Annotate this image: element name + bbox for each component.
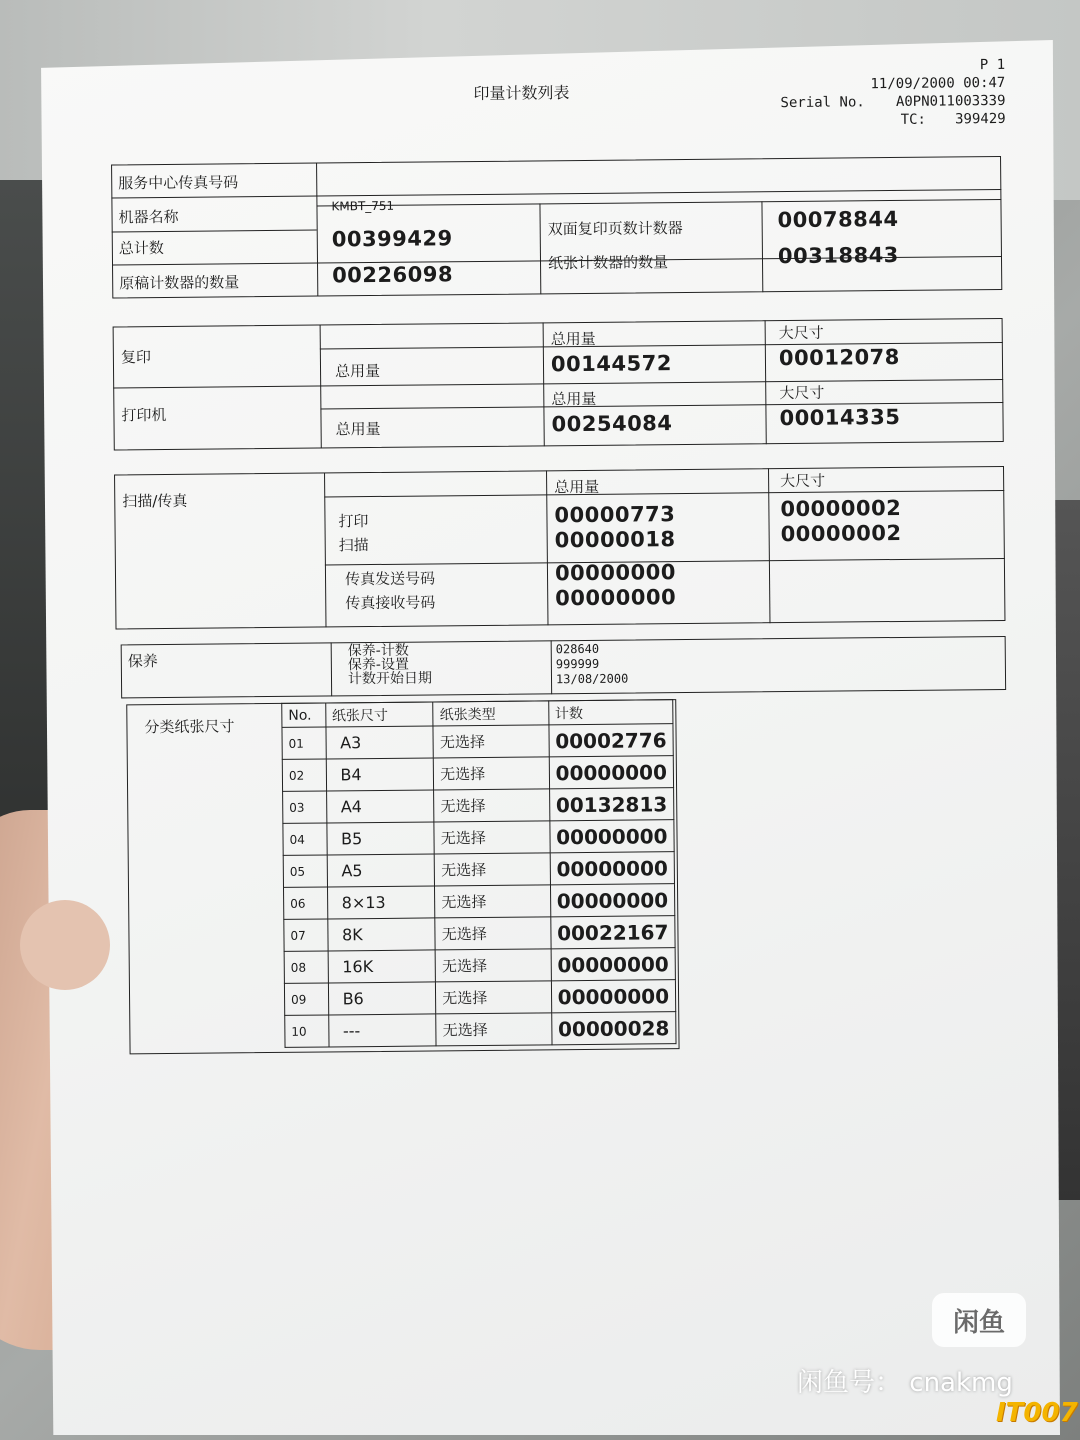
row-paper-type: 无选择: [434, 821, 550, 854]
row-count: 00000000: [551, 948, 676, 981]
page-number: P 1: [979, 56, 1006, 74]
maintenance-label: 保养: [127, 652, 158, 671]
maintenance-count-label: 保养-计数: [347, 642, 409, 660]
paper-counter-label: 纸张计数器的数量: [547, 253, 669, 273]
print-total-value: 00000773: [554, 502, 676, 528]
row-count: 00000000: [550, 884, 675, 917]
row-no: 03: [283, 791, 327, 823]
fax-send-value: 00000000: [554, 560, 677, 586]
it007-logo: IT007: [996, 1398, 1078, 1428]
machine-name-label: 机器名称: [118, 207, 179, 227]
table-row: [285, 1012, 676, 1048]
duplex-counter-label: 双面复印页数计数器: [547, 219, 683, 239]
row-paper-type: 无选择: [435, 949, 551, 982]
paper-size-table: [281, 699, 676, 1048]
report-title: 印量计数列表: [473, 83, 570, 104]
fax-send-label: 传真发送号码: [344, 569, 436, 589]
table-row: [284, 980, 675, 1016]
total-count-value: 00399429: [331, 226, 453, 252]
service-fax-label: 服务中心传真号码: [118, 173, 239, 193]
row-paper-type: 无选择: [436, 1013, 552, 1046]
tc-value: 399429: [955, 110, 1006, 128]
row-count: 00002776: [549, 724, 674, 757]
row-paper-size: A4: [326, 790, 434, 823]
copy-total-header: 总用量: [550, 329, 596, 349]
row-count: 00022167: [550, 916, 675, 949]
printer-large-value: 00014335: [779, 404, 901, 431]
count-start-date-value: 13/08/2000: [555, 671, 629, 687]
maintenance-setting-value: 999999: [555, 656, 600, 672]
total-count-label: 总计数: [118, 239, 164, 258]
count-start-date-label: 计数开始日期: [347, 670, 433, 688]
row-paper-size: B5: [326, 822, 434, 855]
row-paper-type: 无选择: [435, 885, 551, 918]
row-paper-size: ---: [328, 1014, 436, 1047]
row-no: 06: [284, 887, 328, 919]
report-datetime: 11/09/2000 00:47: [870, 74, 1006, 93]
print-large-value: 00000002: [780, 495, 902, 522]
table-row: [284, 948, 675, 984]
header-count: 计数: [548, 700, 673, 725]
row-no: 10: [285, 1015, 329, 1047]
table-row: [283, 788, 674, 824]
row-count: 00000000: [550, 820, 675, 853]
copy-row-label: 总用量: [334, 361, 381, 381]
copy-large-value: 00012078: [778, 344, 900, 371]
row-paper-type: 无选择: [436, 981, 552, 1014]
xianyu-logo: 闲鱼: [932, 1293, 1026, 1347]
row-no: 05: [283, 855, 327, 887]
row-paper-type: 无选择: [434, 853, 550, 886]
row-paper-size: A3: [326, 726, 434, 759]
table-row: [283, 820, 674, 856]
row-count: 00000028: [551, 1012, 676, 1045]
printer-row-label: 总用量: [335, 419, 381, 439]
scan-large-value: 00000002: [780, 520, 902, 547]
copy-total-value: 00144572: [550, 351, 673, 377]
row-count: 00000000: [551, 980, 676, 1013]
row-paper-type: 无选择: [434, 789, 550, 822]
scan-fax-label: 扫描/传真: [122, 491, 188, 511]
row-count: 00000000: [550, 852, 675, 885]
row-paper-size: B4: [326, 758, 434, 791]
scan-total-value: 00000018: [554, 527, 676, 553]
row-paper-type: 无选择: [435, 917, 551, 950]
table-row: [282, 724, 673, 760]
header-paper-type: 纸张类型: [433, 701, 549, 726]
row-paper-size: A5: [327, 854, 435, 887]
machine-name-value: KMBT_751: [331, 198, 395, 214]
row-paper-size: 16K: [328, 950, 436, 983]
row-no: 07: [284, 919, 328, 951]
row-no: 02: [282, 759, 326, 791]
fax-receive-label: 传真接收号码: [345, 593, 436, 613]
row-no: 01: [282, 727, 326, 759]
thumb: [20, 900, 110, 990]
scan-large-header: 大尺寸: [780, 471, 826, 491]
table-row: [284, 916, 675, 952]
serial-value: A0PN011003339: [895, 92, 1006, 110]
printer-total-header: 总用量: [551, 389, 597, 409]
serial-label: Serial No.: [780, 94, 865, 112]
printer-total-value: 00254084: [551, 411, 673, 437]
row-no: 09: [284, 983, 328, 1015]
xianyu-id-label: 闲鱼号：: [797, 1368, 902, 1398]
paper-counter-value: 00318843: [777, 242, 899, 269]
row-no: 08: [284, 951, 328, 983]
row-paper-size: B6: [328, 982, 436, 1015]
fax-receive-value: 00000000: [555, 585, 677, 611]
original-counter-value: 00226098: [332, 262, 454, 288]
row-paper-size: 8×13: [327, 886, 435, 919]
row-count: 00000000: [549, 756, 674, 789]
counter-report: [60, 46, 1030, 1095]
table-row: [282, 756, 673, 792]
xianyu-id: [797, 1362, 1013, 1399]
duplex-counter-value: 00078844: [777, 206, 899, 233]
maintenance-setting-label: 保养-设置: [347, 656, 410, 674]
table-row: [284, 884, 675, 920]
row-count: 00132813: [549, 788, 674, 821]
scan-label: 扫描: [338, 536, 369, 555]
row-paper-type: 无选择: [433, 725, 549, 758]
printer-large-header: 大尺寸: [779, 383, 825, 403]
header-paper-size: 纸张尺寸: [325, 702, 433, 727]
copy-label: 复印: [120, 348, 152, 367]
report-header-info: [780, 56, 1006, 130]
print-label: 打印: [338, 512, 369, 531]
row-no: 04: [283, 823, 327, 855]
row-paper-size: 8K: [327, 918, 435, 951]
tc-label: TC:: [900, 111, 927, 128]
original-counter-label: 原稿计数器的数量: [119, 273, 240, 293]
paper-size-label: 分类纸张尺寸: [144, 717, 235, 737]
serial-row: [780, 92, 1005, 112]
maintenance-count-value: 028640: [555, 641, 600, 657]
table-row: [283, 852, 674, 888]
row-paper-type: 无选择: [434, 757, 550, 790]
header-no: No.: [282, 703, 326, 727]
printer-label: 打印机: [121, 405, 167, 425]
tc-row: [781, 110, 1006, 130]
copy-large-header: 大尺寸: [778, 323, 824, 343]
scan-total-header: 总用量: [554, 477, 600, 497]
xianyu-id-value: cnakmg: [909, 1368, 1013, 1398]
